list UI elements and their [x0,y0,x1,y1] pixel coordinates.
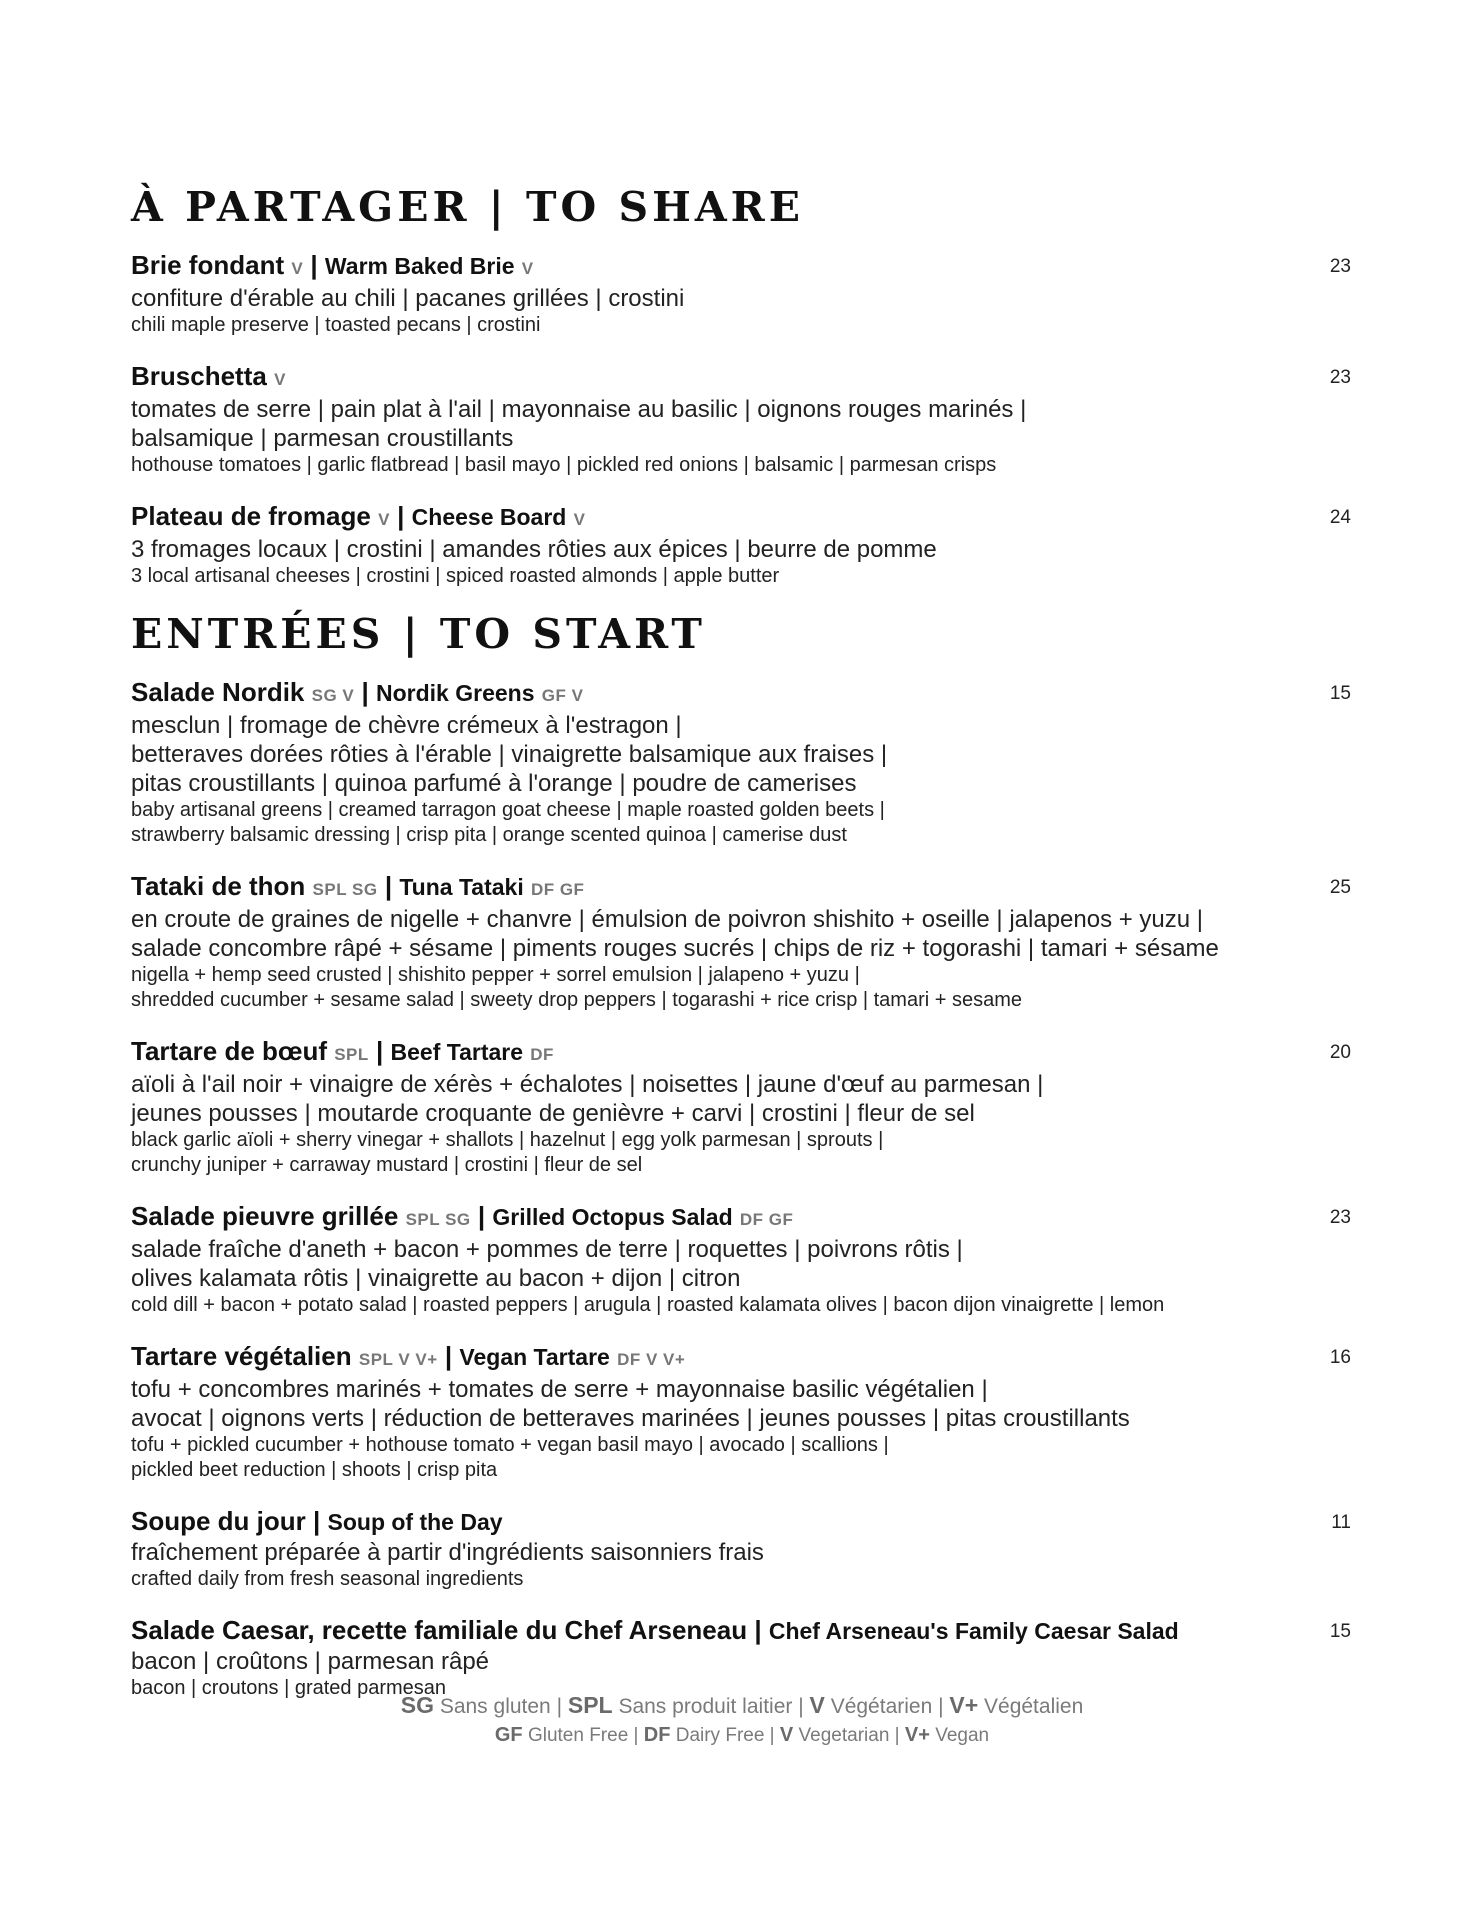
legend-text: Sans gluten [439,1695,551,1718]
description-fr: aïoli à l'ail noir + vinaigre de xérès + échalotes | noisettes | jaune d'œuf au parmesan | [131,1071,1044,1099]
diet-tags-fr: SG V [311,686,355,706]
legend-abbr: GF [494,1724,523,1746]
diet-tags-en: DF V V+ [617,1350,686,1370]
name-separator: | [354,677,376,708]
item-price: 11 [1331,1512,1351,1534]
legend-text: Vegetarian [798,1725,890,1746]
legend-separator: | [764,1725,780,1746]
legend-abbr: V [779,1724,794,1746]
legend-fr [0,1690,1484,1722]
description-en: baby artisanal greens | creamed tarragon goat cheese | maple roasted golden beets | [131,799,885,822]
item-name-line [131,1341,1351,1375]
legend-text: Gluten Free [527,1725,629,1746]
section-title: ENTRÉES | TO START [131,610,706,659]
diet-tags-en: V [573,510,586,530]
item-name-en: Vegan Tartare [459,1344,610,1371]
description-fr: pitas croustillants | quinoa parfumé à l'orange | poudre de camerises [131,770,857,798]
name-separator: | [305,1506,328,1537]
item-price: 16 [1329,1347,1351,1369]
item-name-fr: Tartare de bœuf [131,1036,327,1067]
legend-separator: | [889,1725,905,1746]
menu-page [131,185,1351,1724]
description-fr: mesclun | fromage de chèvre crémeux à l'estragon | [131,712,682,740]
item-name-en: Chef Arseneau's Family Caesar Salad [768,1618,1179,1645]
diet-tags-fr: SPL SG [405,1210,471,1230]
description-en: crunchy juniper + carraway mustard | crostini | fleur de sel [131,1154,643,1177]
item-price: 23 [1329,256,1351,278]
legend-abbr: V+ [949,1692,979,1718]
name-separator: | [368,1036,391,1067]
description-en: hothouse tomatoes | garlic flatbread | basil mayo | pickled red onions | balsamic | parmesan crisps [131,454,997,477]
diet-tags-en: DF [530,1045,554,1065]
description-fr: tofu + concombres marinés + tomates de serre + mayonnaise basilic végétalien | [131,1376,988,1404]
diet-tags-fr: V [291,259,304,279]
item-name-fr: Salade Nordik [131,677,305,708]
section-title: À PARTAGER | TO SHARE [131,183,804,231]
description-en: 3 local artisanal cheeses | crostini | spiced roasted almonds | apple butter [131,565,780,588]
description-en: pickled beet reduction | shoots | crisp pita [131,1459,498,1482]
item-name-fr: Bruschetta [131,361,267,392]
description-en: cold dill + bacon + potato salad | roasted peppers | arugula | roasted kalamata olives | bacon dijon vinaigrette | lemon [131,1294,1165,1317]
name-separator: | [303,250,325,281]
item-price: 24 [1329,507,1351,529]
item-name-fr: Soupe du jour [131,1506,306,1537]
legend-text: Vegan [935,1725,990,1746]
item-name-fr: Salade Caesar, recette familiale du Chef Arseneau [131,1615,748,1646]
diet-tags-fr: SPL SG [312,880,378,900]
legend-separator: | [932,1695,950,1718]
item-name-line [131,1036,1351,1070]
diet-tags-fr: V [274,370,286,390]
description-en: crafted daily from fresh seasonal ingredients [131,1568,524,1591]
legend-abbr: SG [400,1692,434,1718]
item-name-en: Beef Tartare [390,1039,524,1066]
menu-item [131,1036,1351,1178]
diet-tags-fr: SPL V V+ [358,1350,438,1370]
item-name-line [131,1201,1351,1235]
description-en: nigella + hemp seed crusted | shishito pepper + sorrel emulsion | jalapeno + yuzu | [131,964,860,987]
diet-tags-en: V [521,259,534,279]
item-price: 25 [1329,877,1351,899]
name-separator: | [470,1201,493,1232]
description-fr: fraîchement préparée à partir d'ingrédients saisonniers frais [131,1539,764,1567]
item-name-fr: Plateau de fromage [131,501,371,532]
description-fr: confiture d'érable au chili | pacanes grillées | crostini [131,285,685,313]
item-name-fr: Tataki de thon [131,871,306,902]
name-separator: | [389,501,412,532]
diet-tags-en: GF V [541,686,584,706]
description-fr: olives kalamata rôtis | vinaigrette au bacon + dijon | citron [131,1265,741,1293]
item-price: 20 [1329,1042,1351,1064]
item-name-en: Soup of the Day [327,1509,503,1536]
item-name-line [131,361,1351,395]
item-name-line [131,677,1351,711]
legend-text: Végétalien [984,1695,1084,1718]
description-fr: avocat | oignons verts | réduction de betteraves marinées | jeunes pousses | pitas croustillants [131,1405,1130,1433]
section-items [131,250,1351,589]
description-fr: salade concombre râpé + sésame | piments rouges sucrés | chips de riz + togorashi | tamari + sésame [131,935,1219,963]
diet-tags-en: DF GF [530,880,585,900]
item-price: 15 [1329,683,1351,705]
legend-separator: | [550,1695,568,1718]
description-fr: tomates de serre | pain plat à l'ail | mayonnaise au basilic | oignons rouges marinés | [131,396,1027,424]
legend-text: Sans produit laitier [618,1695,793,1718]
item-name-en: Tuna Tataki [399,874,524,901]
description-fr: en croute de graines de nigelle + chanvre | émulsion de poivron shishito + oseille | jalapenos + yuzu | [131,906,1204,934]
item-name-en: Nordik Greens [376,680,535,707]
dietary-legend [0,1690,1484,1749]
description-fr: 3 fromages locaux | crostini | amandes rôties aux épices | beurre de pomme [131,536,937,564]
menu-item [131,250,1351,338]
item-price: 23 [1329,367,1351,389]
menu-item [131,1201,1351,1318]
item-name-en: Cheese Board [411,504,567,531]
description-en: tofu + pickled cucumber + hothouse tomato + vegan basil mayo | avocado | scallions | [131,1434,889,1457]
menu-item [131,1341,1351,1483]
legend-abbr: DF [643,1724,671,1746]
item-price: 23 [1329,1207,1351,1229]
description-en: strawberry balsamic dressing | crisp pita | orange scented quinoa | camerise dust [131,824,847,847]
legend-text: Dairy Free [675,1725,765,1746]
legend-abbr: V+ [904,1724,930,1746]
legend-abbr: V [809,1692,825,1718]
item-name-fr: Tartare végétalien [131,1341,352,1372]
legend-separator: | [628,1725,644,1746]
description-en: shredded cucumber + sesame salad | sweety drop peppers | togarashi + rice crisp | tamari + sesame [131,989,1023,1012]
description-fr: balsamique | parmesan croustillants [131,425,514,453]
legend-abbr: SPL [567,1692,613,1718]
item-name-line [131,1615,1351,1647]
legend-separator: | [792,1695,810,1718]
item-name-en: Warm Baked Brie [324,253,515,280]
name-separator: | [377,871,400,902]
description-fr: salade fraîche d'aneth + bacon + pommes de terre | roquettes | poivrons rôtis | [131,1236,963,1264]
item-name-line [131,250,1351,284]
diet-tags-fr: SPL [334,1045,369,1065]
menu-item [131,677,1351,848]
menu-item [131,501,1351,589]
diet-tags-fr: V [378,510,390,530]
description-fr: bacon | croûtons | parmesan râpé [131,1648,490,1676]
menu-item [131,1615,1351,1701]
item-name-fr: Salade pieuvre grillée [131,1201,399,1232]
menu-item [131,871,1351,1013]
description-en: bacon | croutons | grated parmesan [131,1677,447,1700]
menu-item [131,1506,1351,1592]
legend-en [0,1722,1484,1749]
item-name-en: Grilled Octopus Salad [492,1204,733,1231]
name-separator: | [437,1341,460,1372]
description-fr: betteraves dorées rôties à l'érable | vinaigrette balsamique aux fraises | [131,741,888,769]
item-name-line [131,1506,1351,1538]
menu-item [131,361,1351,478]
description-fr: jeunes pousses | moutarde croquante de genièvre + carvi | crostini | fleur de sel [131,1100,975,1128]
section-items [131,677,1351,1701]
item-price: 15 [1329,1621,1351,1643]
diet-tags-en: DF GF [739,1210,794,1230]
legend-text: Végétarien [830,1695,933,1718]
description-en: chili maple preserve | toasted pecans | crostini [131,314,541,337]
description-en: black garlic aïoli + sherry vinegar + shallots | hazelnut | egg yolk parmesan | sprouts | [131,1129,884,1152]
item-name-line [131,871,1351,905]
item-name-line [131,501,1351,535]
item-name-fr: Brie fondant [131,250,285,281]
name-separator: | [747,1615,769,1646]
